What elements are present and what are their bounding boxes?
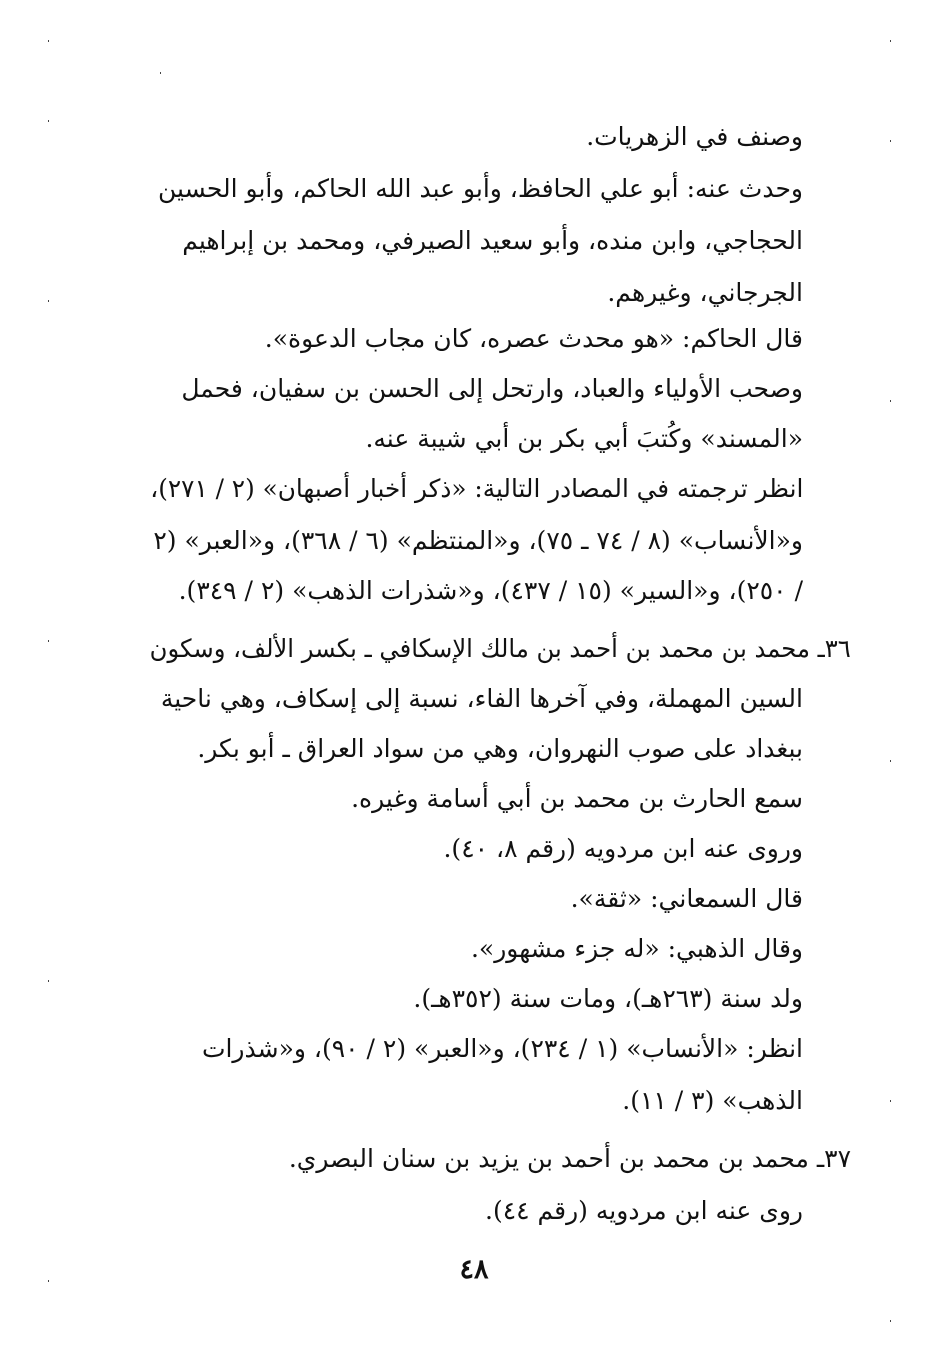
scan-artifact: [890, 1100, 891, 1102]
text-line: انظر: «الأنساب» (١ / ٢٣٤)، و«العبر» (٢ / ٩٠)، و«شذرات: [201, 1034, 803, 1063]
scan-artifact: [890, 1320, 891, 1322]
scan-artifact: [890, 400, 891, 402]
scan-artifact: [48, 1280, 49, 1282]
text-line: ولد سنة (٢٦٣هـ)، ومات سنة (٣٥٢هـ).: [413, 984, 803, 1013]
entry-36-heading-line: ٣٦ـ محمد بن محمد بن أحمد بن مالك الإسكافي ـ بكسر الألف، وسكون: [149, 634, 851, 663]
text-line: الذهب» (٣ / ١١).: [622, 1086, 803, 1115]
text-line: و«الأنساب» (٨ / ٧٤ ـ ٧٥)، و«المنتظم» (٦ / ٣٦٨)، و«العبر» (٢: [153, 526, 803, 555]
text-line: وروى عنه ابن مردويه (رقم ٨، ٤٠).: [443, 834, 803, 863]
scan-artifact: [48, 300, 49, 302]
text-line: السين المهملة، وفي آخرها الفاء، نسبة إلى إسكاف، وهي ناحية: [160, 684, 803, 713]
text-line: الجرجاني، وغيرهم.: [607, 278, 803, 307]
scan-artifact: [48, 40, 49, 42]
text-line: وحدث عنه: أبو علي الحافظ، وأبو عبد الله الحاكم، وأبو الحسين: [158, 174, 803, 203]
scan-artifact: [890, 760, 891, 762]
text-line: انظر ترجمته في المصادر التالية: «ذكر أخبار أصبهان» (٢ / ٢٧١)،: [149, 474, 804, 503]
text-line: وصحب الأولياء والعباد، وارتحل إلى الحسن بن سفيان، فحمل: [181, 374, 803, 403]
scan-artifact: [890, 40, 891, 42]
text-line: وقال الذهبي: «له جزء مشهور».: [470, 934, 803, 963]
text-line: الحجاجي، وابن منده، وأبو سعيد الصيرفي، ومحمد بن إبراهيم: [182, 226, 803, 255]
scan-artifact: [48, 640, 49, 642]
scan-artifact: [890, 140, 891, 142]
text-line: قال السمعاني: «ثقة».: [570, 884, 803, 913]
scan-artifact: [48, 120, 49, 122]
text-line: / ٢٥٠)، و«السير» (١٥ / ٤٣٧)، و«شذرات الذهب» (٢ / ٣٤٩).: [178, 576, 803, 605]
text-line: سمع الحارث بن محمد بن أبي أسامة وغيره.: [351, 784, 803, 813]
scan-artifact: [160, 72, 161, 74]
text-line: قال الحاكم: «هو محدث عصره، كان مجاب الدعوة».: [264, 324, 803, 353]
entry-37-heading-line: ٣٧ـ محمد بن محمد بن أحمد بن يزيد بن سنان البصري.: [288, 1144, 851, 1173]
text-line: وصنف في الزهريات.: [586, 122, 803, 151]
page-number: ٤٨: [459, 1254, 489, 1285]
text-line: «المسند» وكُتبَ أبي بكر بن أبي شيبة عنه.: [365, 424, 803, 453]
scan-artifact: [48, 980, 49, 982]
text-line: ببغداد على صوب النهروان، وهي من سواد العراق ـ أبو بكر.: [197, 734, 803, 763]
text-line: روى عنه ابن مردويه (رقم ٤٤).: [485, 1196, 803, 1225]
